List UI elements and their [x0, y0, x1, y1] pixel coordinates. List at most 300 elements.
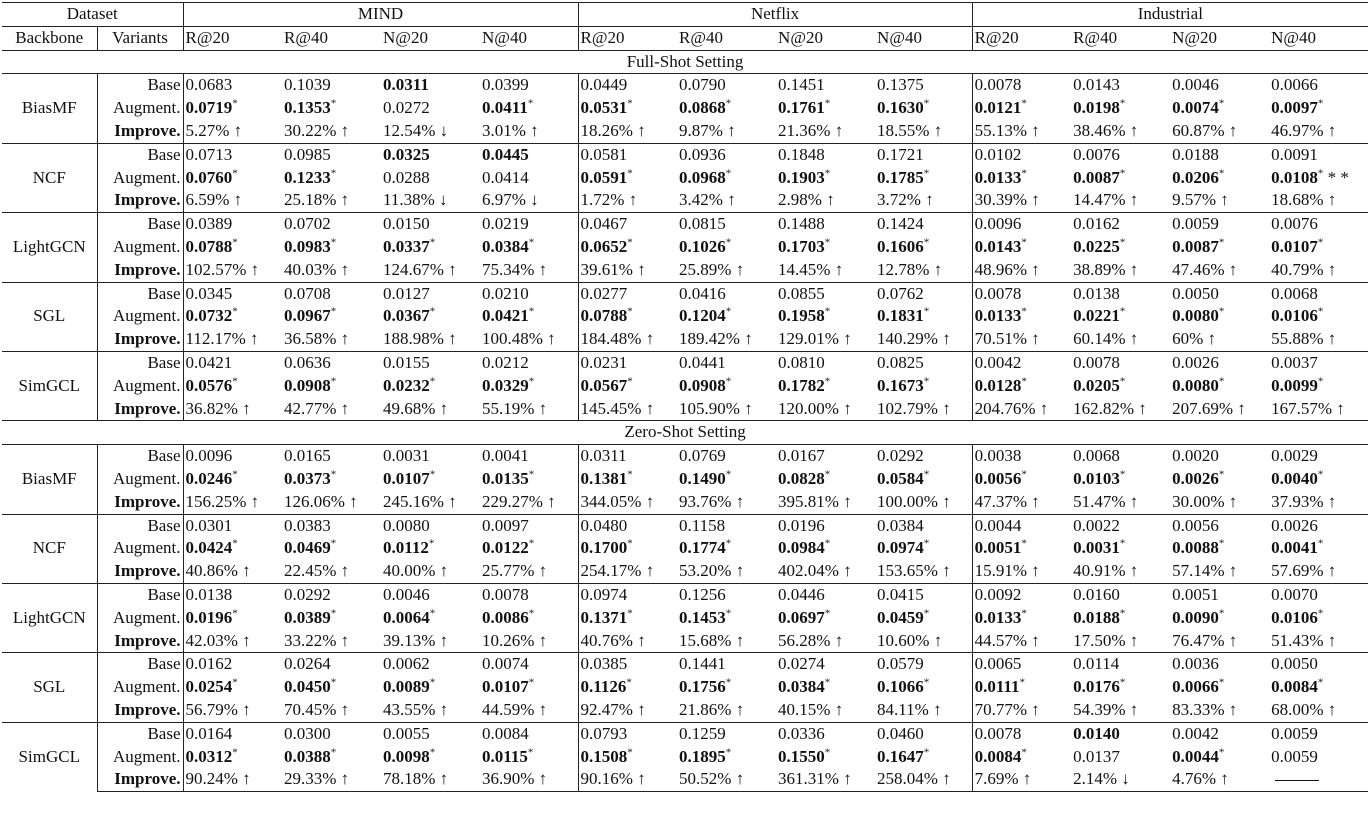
- value-cell: 0.0389*: [284, 607, 337, 627]
- table-row: [2, 236, 1368, 259]
- value-cell: 189.42% ↑: [679, 329, 753, 349]
- value-cell: 0.0041*: [1271, 537, 1324, 558]
- metric-header: R@40: [677, 26, 776, 50]
- value-cell: 156.25% ↑: [185, 491, 260, 511]
- value-cell: 0.0044: [972, 514, 1071, 537]
- value-cell: 84.11% ↑: [875, 699, 972, 722]
- value-cell: 0.1630*: [875, 97, 972, 120]
- value-cell: 129.01% ↑: [778, 329, 852, 349]
- value-cell: 0.0908*: [284, 375, 337, 395]
- value-cell: 56.79% ↑: [185, 699, 251, 719]
- metric-header: N@20: [776, 26, 875, 50]
- value-cell: 100.48% ↑: [480, 328, 578, 351]
- variant-label: Improve.: [97, 328, 183, 351]
- value-cell: 0.0636: [282, 351, 381, 374]
- value-cell: 100.00% ↑: [875, 491, 972, 514]
- value-cell: 0.0088*: [1172, 537, 1225, 558]
- value-cell: 75.34% ↑: [480, 259, 578, 282]
- value-cell: 0.0828*: [778, 468, 831, 488]
- table-row: [2, 398, 1368, 421]
- value-cell: 93.76% ↑: [679, 491, 745, 511]
- metric-header: R@40: [282, 26, 381, 50]
- value-cell: 0.0055: [381, 722, 480, 745]
- variant-label: Base: [97, 282, 183, 305]
- backbone-header: Backbone: [2, 26, 97, 50]
- value-cell: 0.0292: [282, 583, 381, 606]
- variant-label: Improve.: [97, 259, 183, 282]
- variant-label: Base: [97, 653, 183, 676]
- value-cell: 0.0416: [677, 282, 776, 305]
- backbone-name: NCF: [2, 514, 97, 583]
- value-cell: 0.0810: [776, 351, 875, 374]
- value-cell: 0.1756*: [679, 676, 732, 697]
- value-cell: 0.0106*: [1271, 607, 1324, 627]
- value-cell: 0.0162: [1071, 213, 1170, 236]
- value-cell: 0.0567*: [580, 375, 633, 395]
- value-cell: 0.0122*: [480, 537, 578, 560]
- value-cell: 60.14% ↑: [1073, 329, 1139, 349]
- variant-label: Augment.: [97, 97, 183, 120]
- value-cell: 0.0311: [580, 446, 627, 466]
- table-row: [2, 560, 1368, 583]
- value-cell: 0.0414: [480, 167, 578, 190]
- value-cell: 0.0097*: [1271, 97, 1324, 118]
- setting-title: Full-Shot Setting: [2, 50, 1368, 74]
- value-cell: 0.1848: [776, 143, 875, 166]
- value-cell: 0.1371*: [580, 607, 633, 627]
- value-cell: 0.0026: [1170, 351, 1269, 374]
- value-cell: 0.0196*: [185, 607, 238, 627]
- value-cell: 0.0968*: [679, 166, 732, 187]
- value-cell: 188.98% ↑: [383, 329, 457, 349]
- value-cell: 0.0155: [381, 351, 480, 374]
- value-cell: 49.68% ↑: [383, 398, 449, 418]
- value-cell: 30.39% ↑: [974, 190, 1040, 210]
- value-cell: 0.0576*: [185, 375, 238, 395]
- value-cell: 0.0908*: [679, 375, 732, 395]
- value-cell: 0.0272: [383, 98, 430, 118]
- value-cell: 0.0793: [578, 722, 677, 745]
- value-cell: 0.0446: [776, 583, 875, 606]
- variant-label: Augment.: [97, 236, 183, 259]
- value-cell: 0.0985: [282, 143, 381, 166]
- table-row: [2, 468, 1368, 491]
- value-cell: 258.04% ↑: [875, 768, 972, 791]
- value-cell: 0.1039: [284, 75, 331, 95]
- value-cell: 0.0133*: [974, 166, 1027, 187]
- value-cell: 0.0078: [480, 583, 578, 606]
- value-cell: 90.24% ↑: [183, 768, 282, 791]
- value-cell: 0.0246*: [185, 468, 238, 488]
- value-cell: 0.1761*: [778, 97, 831, 118]
- value-cell: 0.0078: [972, 722, 1071, 745]
- value-cell: 0.0219: [480, 213, 578, 236]
- value-cell: 102.79% ↑: [875, 398, 972, 421]
- backbone-name: SimGCL: [2, 722, 97, 791]
- value-cell: 0.0137: [1073, 746, 1120, 766]
- value-cell: 0.0264: [282, 653, 381, 676]
- value-cell: 10.60% ↑: [875, 630, 972, 653]
- value-cell: 0.0056*: [974, 468, 1027, 488]
- value-cell: 0.0041: [480, 445, 578, 468]
- value-cell: 344.05% ↑: [580, 491, 655, 511]
- value-cell: 0.0719*: [185, 97, 238, 118]
- value-cell: 2.14% ↓: [1071, 768, 1170, 791]
- value-cell: 0.0096: [185, 446, 233, 466]
- table-row: [2, 351, 1368, 374]
- value-cell: 0.0652*: [580, 236, 633, 256]
- value-cell: 0.1066*: [875, 676, 972, 699]
- table-row: [2, 722, 1368, 745]
- value-cell: 0.0150: [381, 213, 480, 236]
- variant-label: Improve.: [97, 189, 183, 212]
- table-row: [2, 676, 1368, 699]
- value-cell: 36.82% ↑: [185, 398, 251, 418]
- value-cell: 12.78% ↑: [875, 259, 972, 282]
- value-cell: 0.0138: [183, 583, 282, 606]
- value-cell: 40.00% ↑: [383, 561, 449, 581]
- value-cell: 0.0087*: [1172, 236, 1225, 256]
- value-cell: 0.0074*: [1172, 97, 1225, 118]
- value-cell: 0.1381*: [580, 468, 633, 488]
- value-cell: 0.0092: [972, 583, 1071, 606]
- value-cell: 0.0115*: [480, 746, 578, 769]
- value-cell: 0.0143*: [974, 236, 1027, 256]
- value-cell: 0.0445: [480, 143, 578, 166]
- value-cell: 0.0367*: [383, 305, 436, 326]
- value-cell: 0.0099*: [1271, 375, 1324, 395]
- value-cell: 50.52% ↑: [677, 768, 776, 791]
- value-cell: 0.0196: [776, 514, 875, 537]
- table-row: [2, 282, 1368, 305]
- variant-label: Augment.: [97, 537, 183, 560]
- value-cell: 0.0467: [578, 213, 677, 236]
- variant-label: Improve.: [97, 699, 183, 722]
- header-row-datasets: [2, 3, 1368, 27]
- value-cell: 0.0065: [972, 653, 1071, 676]
- value-cell: 0.0086*: [480, 607, 578, 630]
- value-cell: 0.0210: [480, 282, 578, 305]
- value-cell: 0.0581: [578, 143, 677, 166]
- value-cell: 40.86% ↑: [185, 561, 251, 581]
- value-cell: 0.0421: [183, 351, 282, 374]
- value-cell: 53.20% ↑: [679, 561, 745, 581]
- value-cell: 0.0121*: [974, 97, 1027, 118]
- value-cell: 0.0732*: [185, 305, 238, 326]
- value-cell: 0.0062: [381, 653, 480, 676]
- value-cell: 0.0031: [383, 446, 430, 466]
- value-cell: 0.0311: [383, 75, 429, 95]
- value-cell: 4.76% ↑: [1170, 768, 1269, 791]
- value-cell: 17.50% ↑: [1073, 630, 1139, 650]
- table-row: [2, 445, 1368, 468]
- value-cell: 0.0188: [1170, 143, 1269, 166]
- value-cell: 0.0102: [972, 143, 1071, 166]
- value-cell: 0.0038: [974, 446, 1022, 466]
- value-cell: 0.0133*: [974, 305, 1027, 326]
- backbone-name: SimGCL: [2, 351, 97, 420]
- variants-header: Variants: [97, 26, 183, 50]
- value-cell: 1.72% ↑: [580, 190, 638, 210]
- value-cell: 0.0068: [1073, 446, 1120, 466]
- value-cell: 0.0080*: [1172, 375, 1225, 395]
- value-cell: 0.0936: [677, 143, 776, 166]
- value-cell: 0.0292: [875, 445, 972, 468]
- value-cell: 0.0591*: [580, 166, 633, 187]
- value-cell: 0.0074: [480, 653, 578, 676]
- value-cell: 0.0135*: [480, 468, 578, 491]
- value-cell: 395.81% ↑: [778, 491, 852, 511]
- value-cell: 0.0206*: [1172, 166, 1225, 187]
- value-cell: 0.0760*: [185, 166, 238, 187]
- value-cell: 22.45% ↑: [284, 561, 350, 581]
- setting-row: [2, 50, 1368, 74]
- value-cell: 3.01% ↑: [480, 120, 578, 143]
- value-cell: 0.0078: [972, 282, 1071, 305]
- dataset-netflix-header: Netflix: [578, 3, 972, 27]
- value-cell: 0.1774*: [679, 537, 732, 558]
- value-cell: 0.0020: [1172, 446, 1219, 466]
- value-cell: 48.96% ↑: [974, 259, 1040, 279]
- value-cell: 0.0254*: [185, 676, 238, 697]
- value-cell: 0.0231: [578, 351, 677, 374]
- value-cell: [1269, 768, 1368, 791]
- dataset-industrial-header: Industrial: [972, 3, 1368, 27]
- value-cell: 39.13% ↑: [383, 630, 449, 650]
- value-cell: 204.76% ↑: [974, 398, 1049, 418]
- value-cell: 0.0232*: [383, 375, 436, 395]
- value-cell: 0.1233*: [284, 166, 337, 187]
- value-cell: 0.0167: [778, 446, 825, 466]
- value-cell: 0.0984*: [778, 537, 831, 558]
- value-cell: 0.1451: [778, 75, 825, 95]
- value-cell: 0.1703*: [778, 236, 831, 256]
- table-row: [2, 583, 1368, 606]
- value-cell: 78.18% ↑: [381, 768, 480, 791]
- value-cell: 0.1453*: [679, 607, 732, 627]
- variant-label: Improve.: [97, 630, 183, 653]
- value-cell: 0.0188*: [1073, 607, 1126, 627]
- value-cell: 0.0036: [1170, 653, 1269, 676]
- value-cell: 0.0198*: [1073, 97, 1126, 118]
- value-cell: 12.54% ↓: [383, 120, 449, 140]
- value-cell: 0.1508*: [580, 745, 633, 766]
- table-row: [2, 213, 1368, 236]
- value-cell: 54.39% ↑: [1073, 699, 1139, 719]
- value-cell: 0.0424*: [185, 537, 238, 558]
- value-cell: 21.36% ↑: [778, 120, 844, 140]
- value-cell: 0.0111*: [974, 676, 1025, 697]
- value-cell: 0.0127: [381, 282, 480, 305]
- value-cell: 51.47% ↑: [1073, 491, 1139, 511]
- value-cell: 25.77% ↑: [480, 560, 578, 583]
- value-cell: 0.0702: [282, 213, 381, 236]
- value-cell: 0.0277: [578, 282, 677, 305]
- value-cell: 0.1353*: [284, 97, 337, 118]
- value-cell: 0.0044*: [1172, 745, 1225, 766]
- value-cell: 0.0383: [282, 514, 381, 537]
- value-cell: 0.0066*: [1172, 676, 1225, 697]
- value-cell: 18.68% ↑: [1271, 190, 1337, 210]
- variant-label: Improve.: [97, 120, 183, 143]
- value-cell: 70.77% ↑: [974, 699, 1040, 719]
- value-cell: 21.86% ↑: [679, 699, 745, 719]
- value-cell: 0.0078: [1071, 351, 1170, 374]
- value-cell: 0.0076: [1071, 143, 1170, 166]
- variant-label: Base: [97, 143, 183, 166]
- variant-label: Augment.: [97, 167, 183, 190]
- value-cell: 0.0788*: [580, 305, 633, 326]
- value-cell: 56.28% ↑: [778, 630, 844, 650]
- value-cell: 0.0042: [1170, 722, 1269, 745]
- value-cell: 90.16% ↑: [578, 768, 677, 791]
- table-row: [2, 305, 1368, 328]
- value-cell: 55.13% ↑: [974, 120, 1040, 140]
- metric-header: R@40: [1071, 26, 1170, 50]
- value-cell: 0.1488: [776, 213, 875, 236]
- value-cell: 0.0106*: [1271, 305, 1324, 326]
- variant-label: Base: [97, 722, 183, 745]
- value-cell: 57.14% ↑: [1172, 561, 1238, 581]
- table-row: [2, 328, 1368, 351]
- table-row: [2, 74, 1368, 97]
- value-cell: 0.0683: [185, 75, 233, 95]
- value-cell: 0.0469*: [284, 537, 337, 558]
- value-cell: 0.1441: [677, 653, 776, 676]
- value-cell: 30.00% ↑: [1172, 491, 1238, 511]
- value-cell: 0.0708: [282, 282, 381, 305]
- value-cell: 0.1721: [875, 143, 972, 166]
- value-cell: 0.0089*: [383, 676, 436, 697]
- value-cell: 162.82% ↑: [1073, 398, 1147, 418]
- table-row: [2, 167, 1368, 190]
- value-cell: 0.0059: [1271, 746, 1318, 766]
- table-row: [2, 259, 1368, 282]
- variant-label: Base: [97, 213, 183, 236]
- value-cell: 0.0084*: [974, 745, 1027, 766]
- value-cell: 0.1903*: [778, 166, 831, 187]
- value-cell: 0.0459*: [875, 607, 972, 630]
- table-row: [2, 189, 1368, 212]
- value-cell: 44.59% ↑: [480, 699, 578, 722]
- value-cell: 40.15% ↑: [778, 699, 844, 719]
- value-cell: 0.0415: [875, 583, 972, 606]
- value-cell: 0.0713: [183, 143, 282, 166]
- value-cell: 0.0103*: [1073, 468, 1126, 488]
- value-cell: 0.0790: [679, 75, 726, 95]
- value-cell: 0.1375: [875, 74, 972, 97]
- variant-label: Improve.: [97, 768, 183, 791]
- value-cell: 0.0046: [381, 583, 480, 606]
- value-cell: 0.0337*: [383, 236, 436, 256]
- table-row: [2, 97, 1368, 120]
- value-cell: 0.0531*: [580, 97, 633, 118]
- value-cell: 60% ↑: [1172, 329, 1216, 349]
- value-cell: 0.0084*: [1271, 676, 1324, 697]
- value-cell: 0.0312*: [185, 745, 238, 766]
- value-cell: 153.65% ↑: [875, 560, 972, 583]
- backbone-name: NCF: [2, 143, 97, 212]
- value-cell: 5.27% ↑: [185, 120, 243, 140]
- value-cell: 0.0037: [1269, 351, 1368, 374]
- variant-label: Augment.: [97, 746, 183, 769]
- value-cell: 0.0225*: [1073, 236, 1126, 256]
- value-cell: 207.69% ↑: [1172, 398, 1246, 418]
- value-cell: 0.1958*: [778, 305, 831, 326]
- backbone-name: BiasMF: [2, 445, 97, 514]
- value-cell: 0.0460: [875, 722, 972, 745]
- value-cell: 0.0059: [1269, 722, 1368, 745]
- table-row: [2, 699, 1368, 722]
- value-cell: 0.0974: [578, 583, 677, 606]
- value-cell: 0.0056: [1170, 514, 1269, 537]
- value-cell: 0.1550*: [778, 745, 831, 766]
- value-cell: 0.0046: [1172, 75, 1219, 95]
- variant-label: Augment.: [97, 305, 183, 328]
- table-row: [2, 491, 1368, 514]
- value-cell: 0.1647*: [875, 746, 972, 769]
- value-cell: 15.68% ↑: [679, 630, 745, 650]
- value-cell: 76.47% ↑: [1172, 630, 1238, 650]
- value-cell: 0.0050: [1269, 653, 1368, 676]
- value-cell: 0.0388*: [284, 745, 337, 766]
- value-cell: 0.0051*: [974, 537, 1027, 558]
- value-cell: 0.0769: [679, 446, 726, 466]
- value-cell: 7.69% ↑: [972, 768, 1071, 791]
- value-cell: 0.0345: [183, 282, 282, 305]
- value-cell: 0.0329*: [480, 375, 578, 398]
- value-cell: 0.0336: [776, 722, 875, 745]
- value-cell: 0.0107*: [480, 676, 578, 699]
- value-cell: 3.72% ↑: [875, 189, 972, 212]
- value-cell: 145.45% ↑: [580, 398, 655, 418]
- value-cell: 0.0068: [1269, 282, 1368, 305]
- value-cell: 0.1158: [677, 514, 776, 537]
- value-cell: 42.03% ↑: [185, 630, 251, 650]
- value-cell: 18.26% ↑: [580, 120, 646, 140]
- value-cell: 0.1256: [677, 583, 776, 606]
- variant-label: Improve.: [97, 491, 183, 514]
- variant-label: Improve.: [97, 398, 183, 421]
- value-cell: 92.47% ↑: [580, 699, 646, 719]
- value-cell: 167.57% ↑: [1271, 398, 1345, 418]
- value-cell: 0.0022: [1071, 514, 1170, 537]
- value-cell: 0.0205*: [1073, 375, 1126, 395]
- value-cell: 0.0384*: [778, 676, 831, 697]
- value-cell: 40.91% ↑: [1073, 561, 1139, 581]
- value-cell: 14.47% ↑: [1073, 190, 1139, 210]
- variant-label: Base: [97, 514, 183, 537]
- value-cell: 254.17% ↑: [580, 561, 655, 581]
- setting-row: [2, 421, 1368, 445]
- value-cell: 0.0084: [480, 722, 578, 745]
- value-cell: 0.0449: [580, 75, 628, 95]
- value-cell: 0.0399: [480, 74, 578, 97]
- value-cell: 184.48% ↑: [580, 329, 655, 349]
- value-cell: 0.0579: [875, 653, 972, 676]
- table-row: [2, 120, 1368, 143]
- value-cell: 0.0133*: [974, 607, 1027, 627]
- value-cell: 44.57% ↑: [974, 630, 1040, 650]
- backbone-name: SGL: [2, 282, 97, 351]
- value-cell: 0.1831*: [875, 305, 972, 328]
- value-cell: 0.0441: [677, 351, 776, 374]
- metric-header: N@40: [1269, 26, 1368, 50]
- variant-label: Augment.: [97, 375, 183, 398]
- table-row: [2, 607, 1368, 630]
- setting-title: Zero-Shot Setting: [2, 421, 1368, 445]
- value-cell: 0.1126*: [580, 676, 632, 697]
